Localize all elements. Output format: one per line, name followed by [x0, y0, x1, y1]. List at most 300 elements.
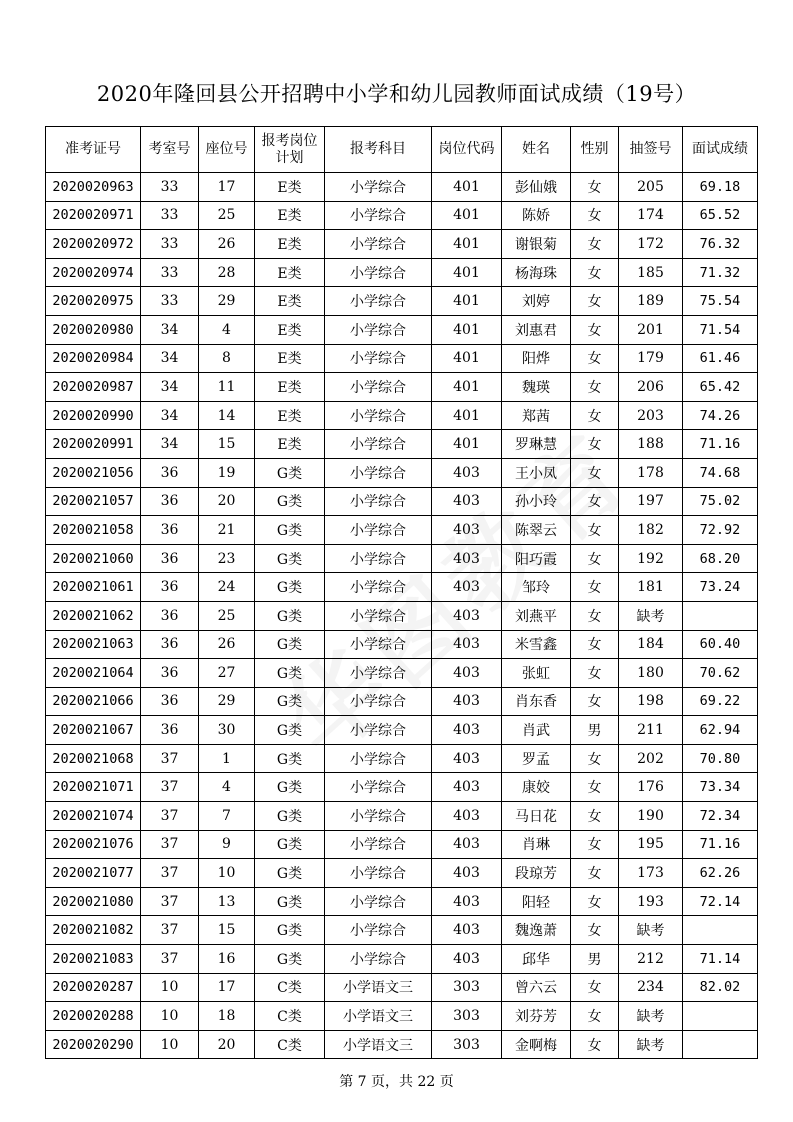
cell-draw-no: 198: [619, 687, 683, 716]
table-row: [46, 630, 758, 659]
cell-position-code: 403: [432, 887, 502, 916]
cell-draw-no: 缺考: [619, 601, 683, 630]
table-row: [46, 773, 758, 802]
cell-name: 彭仙娥: [502, 173, 571, 202]
cell-draw-no: 193: [619, 887, 683, 916]
cell-seat-no: 21: [199, 516, 255, 545]
cell-draw-no: 184: [619, 630, 683, 659]
cell-position-code: 403: [432, 573, 502, 602]
cell-name: 阳巧霞: [502, 544, 571, 573]
cell-position-plan: E类: [255, 401, 325, 430]
cell-seat-no: 25: [199, 601, 255, 630]
table-row: [46, 716, 758, 745]
table-header-row: [46, 127, 758, 173]
cell-draw-no: 缺考: [619, 916, 683, 945]
cell-interview-score: 65.42: [683, 373, 758, 402]
cell-name: 肖东香: [502, 687, 571, 716]
cell-name: 王小凤: [502, 458, 571, 487]
cell-interview-score: [683, 1030, 758, 1059]
cell-seat-no: 14: [199, 401, 255, 430]
cell-interview-score: 71.16: [683, 430, 758, 459]
cell-room-no: 33: [141, 287, 199, 316]
col-header-position-code: 岗位代码: [432, 127, 502, 173]
cell-draw-no: 201: [619, 315, 683, 344]
cell-subject: 小学综合: [325, 401, 432, 430]
cell-subject: 小学综合: [325, 744, 432, 773]
table-row: [46, 916, 758, 945]
cell-name: 刘婷: [502, 287, 571, 316]
cell-exam-id: 2020021083: [46, 945, 141, 974]
cell-position-code: 403: [432, 744, 502, 773]
cell-name: 肖琳: [502, 830, 571, 859]
cell-position-plan: G类: [255, 544, 325, 573]
cell-gender: 女: [571, 287, 619, 316]
cell-gender: 女: [571, 802, 619, 831]
cell-seat-no: 27: [199, 659, 255, 688]
cell-interview-score: 75.54: [683, 287, 758, 316]
cell-position-code: 401: [432, 287, 502, 316]
cell-position-code: 401: [432, 230, 502, 259]
cell-gender: 女: [571, 516, 619, 545]
cell-position-code: 401: [432, 258, 502, 287]
cell-interview-score: 72.34: [683, 802, 758, 831]
col-header-name: 姓名: [502, 127, 571, 173]
table-row: [46, 458, 758, 487]
cell-gender: 女: [571, 687, 619, 716]
cell-position-code: 401: [432, 201, 502, 230]
cell-interview-score: 71.16: [683, 830, 758, 859]
cell-exam-id: 2020021067: [46, 716, 141, 745]
cell-draw-no: 182: [619, 516, 683, 545]
cell-room-no: 34: [141, 373, 199, 402]
cell-subject: 小学语文三: [325, 973, 432, 1002]
cell-room-no: 37: [141, 945, 199, 974]
cell-position-code: 403: [432, 630, 502, 659]
cell-seat-no: 20: [199, 487, 255, 516]
cell-seat-no: 29: [199, 287, 255, 316]
cell-exam-id: 2020020971: [46, 201, 141, 230]
cell-position-plan: E类: [255, 230, 325, 259]
cell-seat-no: 29: [199, 687, 255, 716]
cell-gender: 女: [571, 315, 619, 344]
cell-position-plan: G类: [255, 773, 325, 802]
cell-position-code: 303: [432, 1030, 502, 1059]
cell-position-code: 403: [432, 487, 502, 516]
cell-gender: 女: [571, 544, 619, 573]
cell-seat-no: 17: [199, 973, 255, 1002]
cell-gender: 女: [571, 859, 619, 888]
cell-position-code: 401: [432, 430, 502, 459]
cell-room-no: 34: [141, 344, 199, 373]
col-header-exam-id: 准考证号: [46, 127, 141, 173]
cell-room-no: 36: [141, 716, 199, 745]
cell-position-plan: G类: [255, 945, 325, 974]
cell-position-code: 403: [432, 458, 502, 487]
table-row: [46, 859, 758, 888]
cell-position-plan: E类: [255, 258, 325, 287]
cell-subject: 小学综合: [325, 687, 432, 716]
cell-interview-score: [683, 916, 758, 945]
cell-subject: 小学语文三: [325, 1002, 432, 1031]
table-row: [46, 344, 758, 373]
cell-exam-id: 2020021064: [46, 659, 141, 688]
cell-draw-no: 203: [619, 401, 683, 430]
cell-draw-no: 174: [619, 201, 683, 230]
cell-room-no: 36: [141, 544, 199, 573]
cell-room-no: 37: [141, 744, 199, 773]
cell-exam-id: 2020020290: [46, 1030, 141, 1059]
cell-position-code: 403: [432, 659, 502, 688]
cell-seat-no: 28: [199, 258, 255, 287]
cell-position-plan: E类: [255, 373, 325, 402]
cell-seat-no: 9: [199, 830, 255, 859]
cell-interview-score: 75.02: [683, 487, 758, 516]
cell-draw-no: 205: [619, 173, 683, 202]
cell-room-no: 33: [141, 201, 199, 230]
cell-position-code: 403: [432, 687, 502, 716]
cell-gender: 女: [571, 830, 619, 859]
cell-position-plan: G类: [255, 630, 325, 659]
cell-exam-id: 2020021076: [46, 830, 141, 859]
cell-gender: 女: [571, 916, 619, 945]
cell-seat-no: 26: [199, 630, 255, 659]
table-row: [46, 516, 758, 545]
cell-gender: 女: [571, 373, 619, 402]
cell-room-no: 36: [141, 458, 199, 487]
cell-interview-score: 72.92: [683, 516, 758, 545]
cell-name: 邹玲: [502, 573, 571, 602]
cell-seat-no: 4: [199, 315, 255, 344]
cell-interview-score: 70.80: [683, 744, 758, 773]
cell-position-plan: C类: [255, 1002, 325, 1031]
cell-seat-no: 15: [199, 916, 255, 945]
cell-draw-no: 234: [619, 973, 683, 1002]
cell-subject: 小学综合: [325, 830, 432, 859]
cell-position-plan: E类: [255, 430, 325, 459]
cell-draw-no: 197: [619, 487, 683, 516]
cell-exam-id: 2020020990: [46, 401, 141, 430]
cell-interview-score: 60.40: [683, 630, 758, 659]
cell-position-plan: E类: [255, 344, 325, 373]
cell-draw-no: 185: [619, 258, 683, 287]
cell-seat-no: 15: [199, 430, 255, 459]
cell-exam-id: 2020020972: [46, 230, 141, 259]
cell-position-plan: E类: [255, 315, 325, 344]
cell-seat-no: 20: [199, 1030, 255, 1059]
cell-room-no: 36: [141, 687, 199, 716]
col-header-interview-score: 面试成绩: [683, 127, 758, 173]
cell-subject: 小学综合: [325, 544, 432, 573]
cell-room-no: 10: [141, 973, 199, 1002]
col-header-gender: 性别: [571, 127, 619, 173]
col-header-seat-no: 座位号: [199, 127, 255, 173]
cell-subject: 小学综合: [325, 230, 432, 259]
cell-position-code: 401: [432, 344, 502, 373]
cell-gender: 女: [571, 601, 619, 630]
cell-subject: 小学综合: [325, 373, 432, 402]
table-row: [46, 315, 758, 344]
cell-interview-score: 72.14: [683, 887, 758, 916]
cell-gender: 女: [571, 430, 619, 459]
cell-position-code: 401: [432, 173, 502, 202]
cell-name: 马日花: [502, 802, 571, 831]
cell-position-plan: G类: [255, 802, 325, 831]
cell-name: 罗孟: [502, 744, 571, 773]
cell-draw-no: 缺考: [619, 1002, 683, 1031]
table-row: [46, 173, 758, 202]
cell-exam-id: 2020021056: [46, 458, 141, 487]
cell-name: 康姣: [502, 773, 571, 802]
table-row: [46, 744, 758, 773]
cell-interview-score: 71.54: [683, 315, 758, 344]
cell-interview-score: 69.18: [683, 173, 758, 202]
table-row: [46, 201, 758, 230]
cell-seat-no: 7: [199, 802, 255, 831]
cell-position-plan: C类: [255, 973, 325, 1002]
cell-exam-id: 2020021057: [46, 487, 141, 516]
cell-seat-no: 16: [199, 945, 255, 974]
col-header-position-plan: 报考岗位计划: [255, 127, 325, 173]
cell-position-plan: G类: [255, 687, 325, 716]
cell-gender: 女: [571, 573, 619, 602]
cell-subject: 小学综合: [325, 573, 432, 602]
cell-draw-no: 192: [619, 544, 683, 573]
cell-seat-no: 4: [199, 773, 255, 802]
cell-name: 刘燕平: [502, 601, 571, 630]
cell-exam-id: 2020021063: [46, 630, 141, 659]
cell-room-no: 37: [141, 916, 199, 945]
cell-name: 郑茜: [502, 401, 571, 430]
table-row: [46, 230, 758, 259]
cell-gender: 女: [571, 744, 619, 773]
cell-draw-no: 173: [619, 859, 683, 888]
cell-exam-id: 2020020975: [46, 287, 141, 316]
cell-subject: 小学综合: [325, 945, 432, 974]
cell-position-code: 401: [432, 373, 502, 402]
cell-gender: 男: [571, 945, 619, 974]
col-header-subject: 报考科目: [325, 127, 432, 173]
cell-seat-no: 26: [199, 230, 255, 259]
cell-subject: 小学综合: [325, 859, 432, 888]
cell-name: 孙小玲: [502, 487, 571, 516]
cell-gender: 女: [571, 458, 619, 487]
table-row: [46, 573, 758, 602]
cell-room-no: 33: [141, 258, 199, 287]
cell-name: 曾六云: [502, 973, 571, 1002]
cell-position-plan: G类: [255, 716, 325, 745]
cell-gender: 女: [571, 344, 619, 373]
cell-gender: 女: [571, 630, 619, 659]
cell-gender: 女: [571, 230, 619, 259]
cell-draw-no: 178: [619, 458, 683, 487]
cell-gender: 女: [571, 201, 619, 230]
cell-interview-score: 73.34: [683, 773, 758, 802]
cell-position-plan: G类: [255, 744, 325, 773]
cell-position-code: 403: [432, 802, 502, 831]
cell-interview-score: [683, 601, 758, 630]
cell-draw-no: 缺考: [619, 1030, 683, 1059]
cell-name: 段琼芳: [502, 859, 571, 888]
cell-interview-score: 69.22: [683, 687, 758, 716]
cell-exam-id: 2020021061: [46, 573, 141, 602]
cell-room-no: 33: [141, 230, 199, 259]
cell-exam-id: 2020020963: [46, 173, 141, 202]
cell-exam-id: 2020021062: [46, 601, 141, 630]
cell-position-plan: G类: [255, 830, 325, 859]
cell-room-no: 34: [141, 401, 199, 430]
cell-position-code: 303: [432, 1002, 502, 1031]
cell-subject: 小学综合: [325, 287, 432, 316]
cell-position-code: 403: [432, 830, 502, 859]
cell-gender: 女: [571, 258, 619, 287]
cell-subject: 小学综合: [325, 601, 432, 630]
col-header-room-no: 考室号: [141, 127, 199, 173]
cell-exam-id: 2020020287: [46, 973, 141, 1002]
table-row: [46, 401, 758, 430]
cell-position-code: 403: [432, 859, 502, 888]
cell-position-plan: E类: [255, 287, 325, 316]
cell-exam-id: 2020021060: [46, 544, 141, 573]
cell-seat-no: 8: [199, 344, 255, 373]
cell-exam-id: 2020020974: [46, 258, 141, 287]
cell-room-no: 37: [141, 773, 199, 802]
table-row: [46, 973, 758, 1002]
table-row: [46, 802, 758, 831]
cell-seat-no: 19: [199, 458, 255, 487]
cell-position-code: 403: [432, 516, 502, 545]
cell-room-no: 36: [141, 516, 199, 545]
cell-subject: 小学综合: [325, 773, 432, 802]
cell-subject: 小学综合: [325, 659, 432, 688]
cell-gender: 女: [571, 487, 619, 516]
cell-name: 罗琳慧: [502, 430, 571, 459]
cell-exam-id: 2020020987: [46, 373, 141, 402]
cell-draw-no: 188: [619, 430, 683, 459]
cell-seat-no: 10: [199, 859, 255, 888]
col-header-draw-no: 抽签号: [619, 127, 683, 173]
cell-subject: 小学综合: [325, 173, 432, 202]
cell-position-code: 403: [432, 945, 502, 974]
cell-position-plan: G类: [255, 916, 325, 945]
cell-position-code: 403: [432, 601, 502, 630]
cell-gender: 女: [571, 1030, 619, 1059]
cell-exam-id: 2020021074: [46, 802, 141, 831]
cell-gender: 女: [571, 173, 619, 202]
cell-subject: 小学综合: [325, 201, 432, 230]
cell-draw-no: 189: [619, 287, 683, 316]
cell-exam-id: 2020020288: [46, 1002, 141, 1031]
table-row: [46, 373, 758, 402]
cell-interview-score: 74.68: [683, 458, 758, 487]
cell-gender: 女: [571, 887, 619, 916]
table-body: [46, 173, 758, 1059]
cell-subject: 小学综合: [325, 344, 432, 373]
cell-seat-no: 23: [199, 544, 255, 573]
cell-seat-no: 17: [199, 173, 255, 202]
cell-interview-score: 70.62: [683, 659, 758, 688]
cell-room-no: 36: [141, 573, 199, 602]
cell-name: 刘芬芳: [502, 1002, 571, 1031]
cell-position-code: 303: [432, 973, 502, 1002]
table-row: [46, 830, 758, 859]
table-row: [46, 887, 758, 916]
cell-interview-score: 62.94: [683, 716, 758, 745]
cell-seat-no: 25: [199, 201, 255, 230]
cell-name: 邱华: [502, 945, 571, 974]
cell-name: 阳烨: [502, 344, 571, 373]
cell-name: 魏逸萧: [502, 916, 571, 945]
cell-subject: 小学综合: [325, 802, 432, 831]
cell-subject: 小学综合: [325, 315, 432, 344]
cell-position-code: 403: [432, 916, 502, 945]
cell-seat-no: 18: [199, 1002, 255, 1031]
table-row: [46, 659, 758, 688]
cell-seat-no: 24: [199, 573, 255, 602]
table-row: [46, 601, 758, 630]
cell-exam-id: 2020021058: [46, 516, 141, 545]
cell-interview-score: 74.26: [683, 401, 758, 430]
cell-position-code: 403: [432, 716, 502, 745]
cell-exam-id: 2020021066: [46, 687, 141, 716]
cell-room-no: 36: [141, 601, 199, 630]
cell-exam-id: 2020020984: [46, 344, 141, 373]
cell-subject: 小学综合: [325, 487, 432, 516]
cell-position-plan: G类: [255, 487, 325, 516]
cell-name: 陈娇: [502, 201, 571, 230]
cell-name: 杨海珠: [502, 258, 571, 287]
cell-exam-id: 2020021077: [46, 859, 141, 888]
cell-name: 阳轻: [502, 887, 571, 916]
cell-name: 肖武: [502, 716, 571, 745]
cell-room-no: 36: [141, 659, 199, 688]
cell-name: 谢银菊: [502, 230, 571, 259]
cell-position-plan: E类: [255, 201, 325, 230]
cell-subject: 小学综合: [325, 716, 432, 745]
cell-interview-score: 82.02: [683, 973, 758, 1002]
cell-name: 陈翠云: [502, 516, 571, 545]
cell-room-no: 10: [141, 1030, 199, 1059]
table-row: [46, 1002, 758, 1031]
cell-name: 米雪鑫: [502, 630, 571, 659]
cell-exam-id: 2020020991: [46, 430, 141, 459]
cell-position-code: 401: [432, 315, 502, 344]
cell-subject: 小学综合: [325, 630, 432, 659]
cell-position-plan: G类: [255, 859, 325, 888]
cell-position-plan: G类: [255, 659, 325, 688]
table-row: [46, 945, 758, 974]
table-row: [46, 1030, 758, 1059]
cell-interview-score: 65.52: [683, 201, 758, 230]
cell-position-plan: G类: [255, 516, 325, 545]
cell-gender: 男: [571, 716, 619, 745]
cell-room-no: 37: [141, 887, 199, 916]
cell-draw-no: 179: [619, 344, 683, 373]
cell-draw-no: 190: [619, 802, 683, 831]
cell-draw-no: 202: [619, 744, 683, 773]
table-row: [46, 287, 758, 316]
cell-subject: 小学综合: [325, 258, 432, 287]
table-row: [46, 544, 758, 573]
cell-interview-score: [683, 1002, 758, 1031]
cell-exam-id: 2020020980: [46, 315, 141, 344]
cell-interview-score: 71.32: [683, 258, 758, 287]
cell-interview-score: 76.32: [683, 230, 758, 259]
cell-draw-no: 181: [619, 573, 683, 602]
cell-interview-score: 62.26: [683, 859, 758, 888]
cell-subject: 小学语文三: [325, 1030, 432, 1059]
cell-gender: 女: [571, 401, 619, 430]
cell-interview-score: 73.24: [683, 573, 758, 602]
